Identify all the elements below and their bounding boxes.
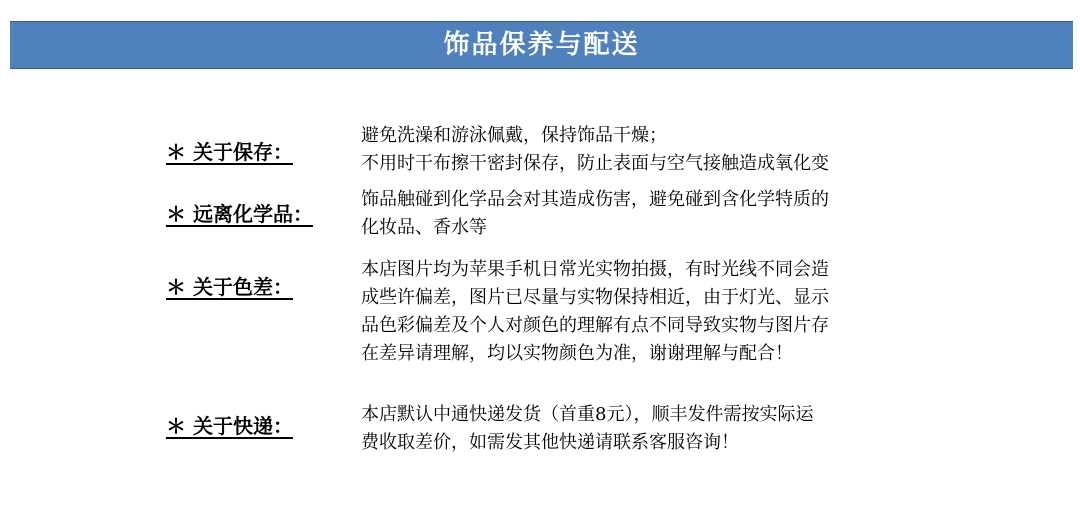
section-label-delivery: ＊ 关于快递： bbox=[166, 414, 293, 438]
section-line: 在差异请理解，均以实物颜色为准，谢谢理解与配合！ bbox=[361, 343, 793, 364]
section-text-storage bbox=[361, 122, 921, 178]
section-line: 成些许偏差，图片已尽量与实物保持相近，由于灯光、显示 bbox=[361, 287, 829, 308]
section-label-storage: ＊ 关于保存： bbox=[166, 140, 293, 164]
section-line: 本店默认中通快递发货（首重8元），顺丰发件需按实际运 bbox=[361, 404, 814, 425]
section-label-chemicals: ＊ 远离化学品： bbox=[166, 202, 313, 226]
section-line: 化妆品、香水等 bbox=[361, 217, 487, 238]
section-line: 避免洗澡和游泳佩戴，保持饰品干燥； bbox=[361, 125, 667, 146]
page-title: 饰品保养与配送 bbox=[443, 30, 640, 60]
section-line: 不用时干布擦干密封保存，防止表面与空气接触造成氧化变 bbox=[361, 153, 829, 174]
section-text-chemicals bbox=[361, 186, 921, 242]
header-bar bbox=[10, 21, 1073, 69]
section-line: 饰品触碰到化学品会对其造成伤害，避免碰到含化学特质的 bbox=[361, 189, 829, 210]
section-text-delivery bbox=[361, 401, 921, 457]
section-line: 品色彩偏差及个人对颜色的理解有点不同导致实物与图片存 bbox=[361, 315, 829, 336]
section-text-color-difference bbox=[361, 256, 921, 368]
section-line: 本店图片均为苹果手机日常光实物拍摄，有时光线不同会造 bbox=[361, 259, 829, 280]
section-label-color-difference: ＊ 关于色差： bbox=[166, 275, 293, 299]
section-line: 费收取差价，如需发其他快递请联系客服咨询！ bbox=[361, 432, 739, 453]
